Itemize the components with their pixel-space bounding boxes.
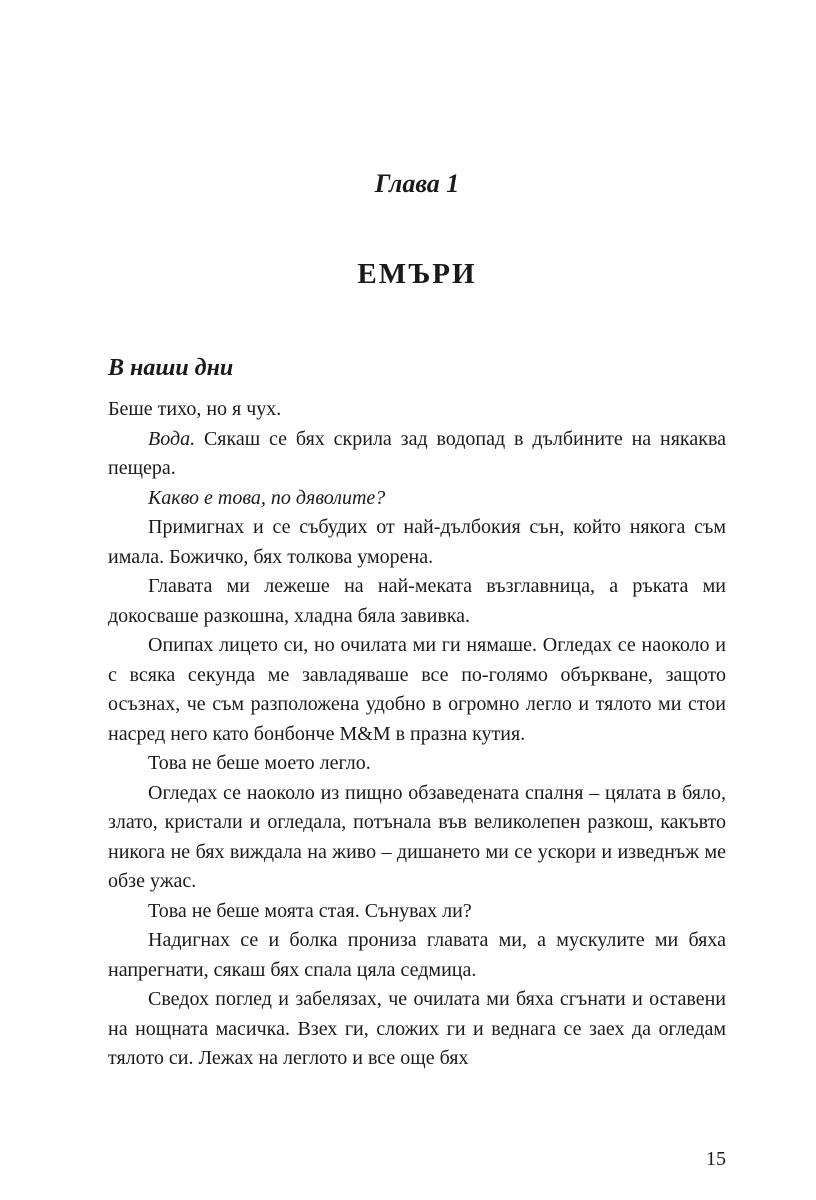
book-page xyxy=(108,0,726,1200)
paragraph: Главата ми лежеше на най-меката възглавница, а ръката ми докосваше разкошна, хладна бяла завивка. xyxy=(108,575,726,627)
page-number: 15 xyxy=(706,1148,726,1170)
paragraph: Сведох поглед и забелязах, че очилата ми бяха сгънати и оставени на нощната масичка. Взех ги, сложих ги и веднага се заех да огледам тялото си. Лежах на леглото и все още бях xyxy=(108,988,726,1069)
italic-lead: Вода. xyxy=(148,427,196,450)
paragraph: Примигнах и се събудих от най-дълбокия сън, който някога съм имала. Божичко, бях толкова уморена. xyxy=(108,516,726,568)
body-text xyxy=(108,395,726,1074)
chapter-title: ЕМЪРИ xyxy=(357,258,477,290)
paragraph: Опипах лицето си, но очилата ми ги нямаше. Огледах се наоколо и с всяка секунда ме завладяваше все по-голямо объркване, защото осъзнах, че съм разположена удобно в огромно легло и тялото ми стои насред него като бонбонче M&M в празна кутия. xyxy=(108,634,726,745)
italic-lead: Какво е това, по дяволите? xyxy=(148,486,386,509)
paragraph: Това не беше моята стая. Сънувах ли? xyxy=(148,899,472,922)
paragraph: Огледах се наоколо из пищно обзаведената спалня – цялата в бяло, злато, кристали и огледала, потънала във великолепен разкош, какъвто никога не бях виждала на живо – дишането ми се ускори и изведнъж ме обзе ужас. xyxy=(108,781,726,892)
section-heading: В наши дни xyxy=(108,355,234,381)
chapter-label: Глава 1 xyxy=(374,169,460,198)
paragraph: Беше тихо, но я чух. xyxy=(108,398,282,420)
paragraph: Вода. Сякаш се бях скрила зад водопад в дълбините на някаква пещера. xyxy=(108,427,726,479)
paragraph: Това не беше моето легло. xyxy=(148,752,371,774)
paragraph xyxy=(108,484,726,514)
paragraph: Надигнах се и болка прониза главата ми, а мускулите ми бяха напрегнати, сякаш бях спала цяла седмица. xyxy=(108,929,726,981)
